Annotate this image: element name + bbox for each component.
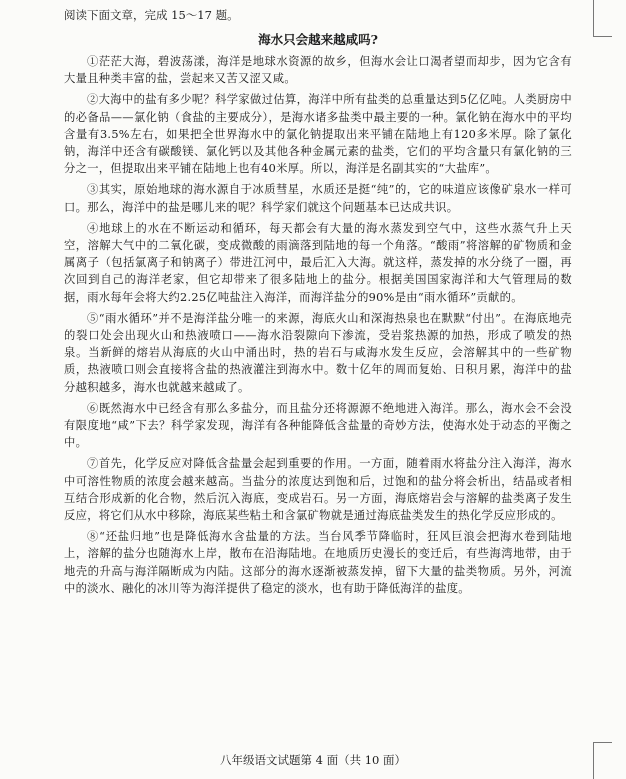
reading-instruction: 阅读下面文章，完成 15～17 题。 [64, 8, 239, 22]
paragraph-5: ⑤“雨水循环”并不是海洋盐分唯一的来源，海底火山和深海热泉也在默默“付出”。在海底地壳的裂口处会出现火山和热液喷口——海水沿裂隙向下渗流，受岩浆热源的加热，形成了喷发的热泉。当新鲜的熔岩从海底的火山中涌出时，热的岩石与咸海水发生反应，会溶解其中的一些矿物质，热液喷口则会直接将含盐的热液灌注到海水中。数十亿年的周而复始、日积月累，海洋中的盐分越积越多，海水也就越来越咸了。 [64, 311, 572, 394]
paragraph-1: ①茫茫大海，碧波荡漾，海洋是地球水资源的故乡，但海水会让口渴者望而却步，因为它含有大量且种类丰富的盐，尝起来又苦又涩又咸。 [64, 55, 572, 86]
article-title: 海水只会越来越咸吗? [258, 32, 378, 47]
paragraph-6: ⑥既然海水中已经含有那么多盐分，而且盐分还将源源不绝地进入海洋。那么，海水会不会没有限度地“咸”下去？科学家发现，海洋有各种能降低含盐量的奇妙方法，使海水处于动态的平衡之中。 [64, 401, 572, 450]
paragraph-4: ④地球上的水在不断运动和循环，每天都会有大量的海水蒸发到空气中，这些水蒸气升上天空，溶解大气中的二氧化碳，变成微酸的雨滴落到陆地的每一个角落。“酸雨”将溶解的矿物质和金属离子（包括氯离子和钠离子）带进江河中，最后汇入大海。就这样，蒸发掉的水分绕了一圈，再次回到自己的海洋老家，但它却带来了很多陆地上的盐分。根据美国国家海洋和大气管理局的数据，雨水每年会将大约2.25亿吨盐注入海洋，而海洋盐分的90%是由“雨水循环”贡献的。 [64, 221, 572, 304]
exam-page [64, 6, 572, 601]
paragraph-2: ②大海中的盐有多少呢？科学家做过估算，海洋中所有盐类的总重量达到5亿亿吨。人类厨房中的必备品——氯化钠（食盐的主要成分），是海水诸多盐类中最主要的一种。氯化钠在海水中的平均含量有3.5%左右，如果把全世界海水中的氯化钠提取出来平铺在陆地上有120多米厚。除了氯化钠，海洋中还含有碳酸镁、氯化钙以及其他各种金属元素的盐类，它们的平均含量只有氯化钠的三分之一，但提取出来平铺在陆地上也有40米厚。所以，海洋是名副其实的“大盐库”。 [64, 93, 572, 176]
paragraph-7: ⑦首先，化学反应对降低含盐量会起到重要的作用。一方面，随着雨水将盐分注入海洋，海水中可溶性物质的浓度会越来越高。当盐分的浓度达到饱和后，过饱和的盐分将会析出，结晶或者相互结合形成新的化合物，然后沉入海底，变成岩石。另一方面，海底熔岩会与溶解的盐类离子发生反应，将它们从水中移除，海底某些粘土和含氯矿物就是通过海底盐类发生的热化学反应形成的。 [64, 457, 572, 523]
paragraph-8: ⑧“还盐归地”也是降低海水含盐量的方法。当台风季节降临时，狂风巨浪会把海水卷到陆地上，溶解的盐分也随海水上岸，散布在沿海陆地。在地质历史漫长的变迁后，有些海湾地带，由于地壳的升高与海洋隔断成为内陆。这部分的海水逐渐被蒸发掉，留下大量的盐类物质。另外，河流中的淡水、融化的冰川等为海洋提供了稳定的淡水，也有助于降低海洋的盐度。 [64, 530, 572, 595]
paragraph-3: ③其实，原始地球的海水源自于冰质彗星，水质还是挺“纯”的，它的味道应该像矿泉水一样可口。那么，海洋中的盐是哪儿来的呢？科学家们就这个问题基本已达成共识。 [64, 183, 572, 214]
crop-mark-top [593, 0, 612, 37]
page-footer: 八年级语文试题第 4 面（共 10 面） [219, 753, 407, 767]
